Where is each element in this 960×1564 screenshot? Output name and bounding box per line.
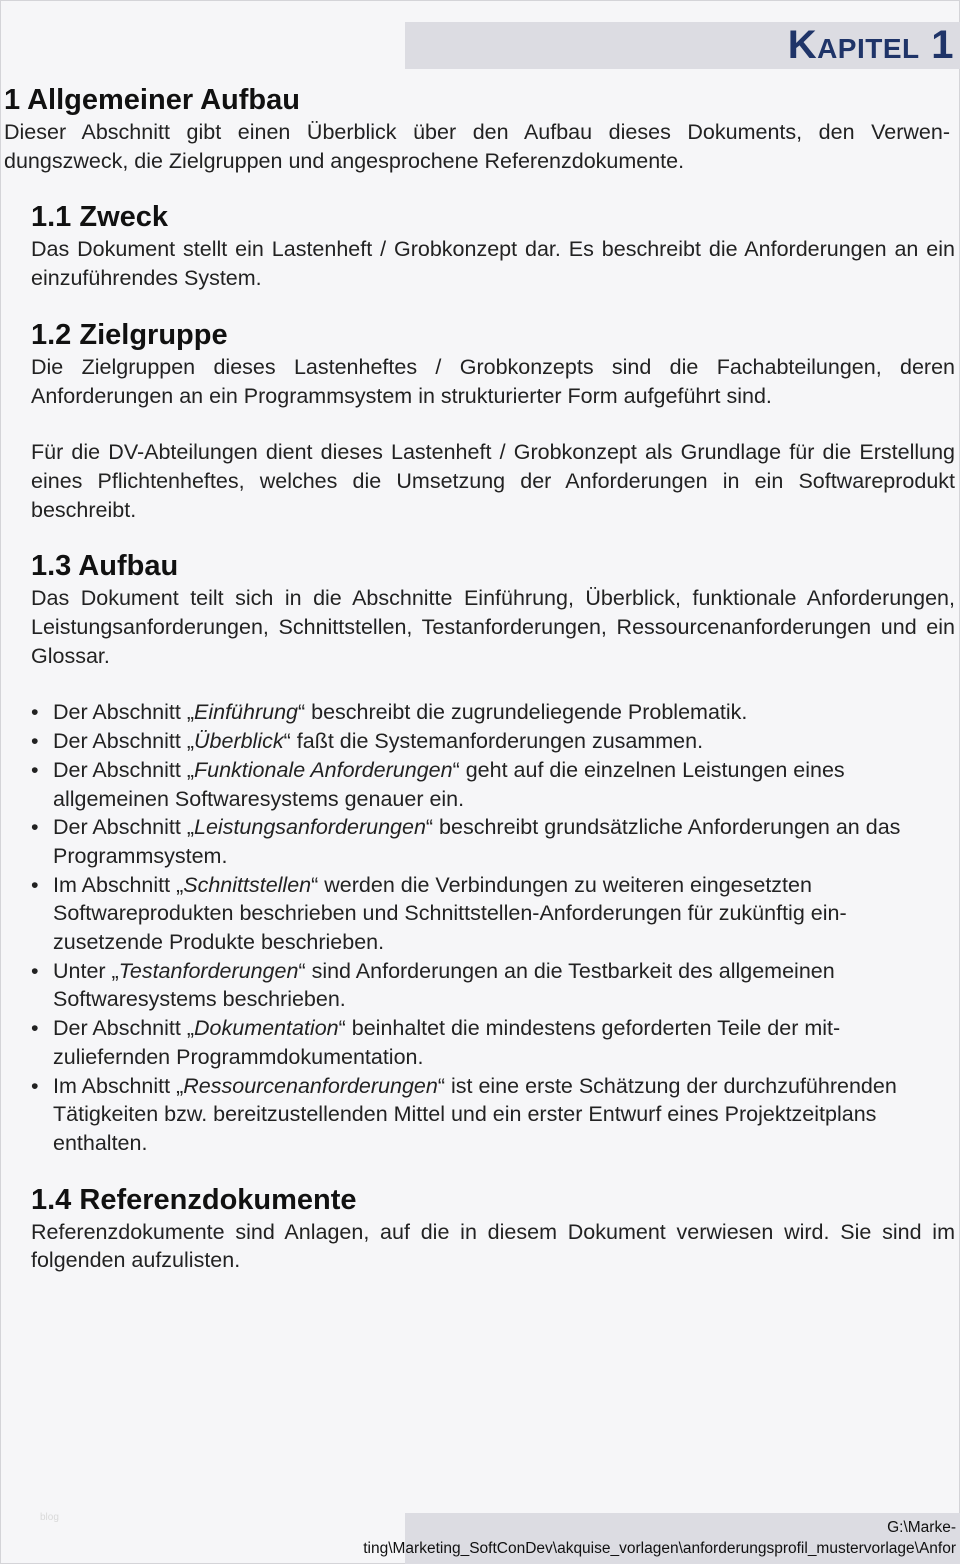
- section-1-2-paragraph-2: Für die DV-Abteilungen dient dieses Lastenheft / Grobkonzept als Grundlage für die Erstellung eines Pflichtenheftes, welches die Umsetzung der Anforderungen in ein Softwareprodukt beschreibt.: [31, 440, 955, 522]
- section-heading-1: 1 Allgemeiner Aufbau: [4, 84, 300, 116]
- section-1-3-bullet-list: [0, 698, 960, 1157]
- section-heading-1-4: 1.4 Referenzdokumente: [31, 1183, 357, 1216]
- section-1-2-paragraph-1: Die Zielgruppen dieses Lastenheftes / Grobkonzepts sind die Fachabteilungen, deren Anforderungen an ein Programmsystem in strukturierter Form aufgeführt sind.: [31, 354, 955, 408]
- chapter-header-band: [405, 22, 960, 69]
- bullet-icon: •: [31, 815, 39, 840]
- section-1-3-paragraph: Das Dokument teilt sich in die Abschnitte Einführung, Überblick, funktionale Anforderungen, Leistungsanforderungen, Schnittstellen, Testanforderungen, Ressourcenanforderungen und ein Glossar.: [31, 586, 955, 668]
- section-1-4-paragraph: Referenzdokumente sind Anlagen, auf die in diesem Dokument verwiesen wird. Sie sind im folgenden aufzulisten.: [31, 1219, 955, 1273]
- bullet-icon: •: [31, 757, 39, 782]
- footer-path-line-1: G:\Marke-: [887, 1519, 956, 1536]
- section-heading-1-3: 1.3 Aufbau: [31, 550, 179, 583]
- chapter-title: Kapitel 1: [787, 23, 954, 67]
- list-item: • Der Abschnitt „Dokumentation“ beinhaltet die mindestens geforderten Teile der mitzuliefernden Programmdokumentation.: [31, 1016, 841, 1069]
- section-1-1-paragraph: Das Dokument stellt ein Lastenheft / Grobkonzept dar. Es beschreibt die Anforderungen an ein einzuführendes System.: [31, 237, 955, 291]
- list-item: • Der Abschnitt „Funktionale Anforderungen“ geht auf die einzelnen Leistungen eines allgemeinen Softwaresystems genauer ein.: [31, 757, 845, 811]
- section-heading-1-1: 1.1 Zweck: [31, 201, 169, 234]
- watermark-text: blog: [40, 1512, 59, 1523]
- section-heading-1-2: 1.2 Zielgruppe: [31, 318, 228, 351]
- list-item: • Im Abschnitt „Ressourcenanforderungen“ ist eine erste Schätzung der durchzuführenden Tätigkeiten bzw. bereitzustellenden Mittel und ein erster Entwurf eines Projektzeitplans enthalten.: [31, 1073, 897, 1155]
- list-item: • Unter „Testanforderungen“ sind Anforderungen an die Testbarkeit des allgemeinen Softwaresystems beschrieben.: [31, 958, 835, 1012]
- document-body: [0, 82, 960, 1275]
- bullet-icon: •: [31, 700, 39, 725]
- footer-path-line-2: ting\Marketing_SoftConDev\akquise_vorlagen\anforderungsprofil_mustervorlage\Anfor: [363, 1540, 956, 1557]
- bullet-icon: •: [31, 958, 39, 983]
- bullet-icon: •: [31, 872, 39, 897]
- list-item: • Im Abschnitt „Schnittstellen“ werden die Verbindungen zu weiteren eingesetzten Softwareprodukten beschrieben und Schnittstellen-Anforderungen für zukünftig einzusetzende Produkte beschrieben.: [31, 872, 847, 955]
- list-item: • Der Abschnitt „Überblick“ faßt die Systemanforderungen zusammen.: [31, 727, 946, 756]
- bullet-icon: •: [31, 729, 39, 754]
- bullet-icon: •: [31, 1073, 39, 1098]
- footer-band: [363, 1513, 960, 1564]
- section-1-paragraph: Dieser Abschnitt gibt einen Überblick über den Aufbau dieses Dokuments, den Verwendungszweck, die Zielgruppen und angesprochene Referenzdokumente.: [4, 120, 950, 173]
- list-item: • Der Abschnitt „Leistungsanforderungen“ beschreibt grundsätzliche Anforderungen an das Programmsystem.: [31, 815, 901, 868]
- list-item: • Der Abschnitt „Einführung“ beschreibt die zugrundeliegende Problematik.: [31, 698, 946, 727]
- footer-file-path: [363, 1517, 956, 1559]
- bullet-icon: •: [31, 1016, 39, 1041]
